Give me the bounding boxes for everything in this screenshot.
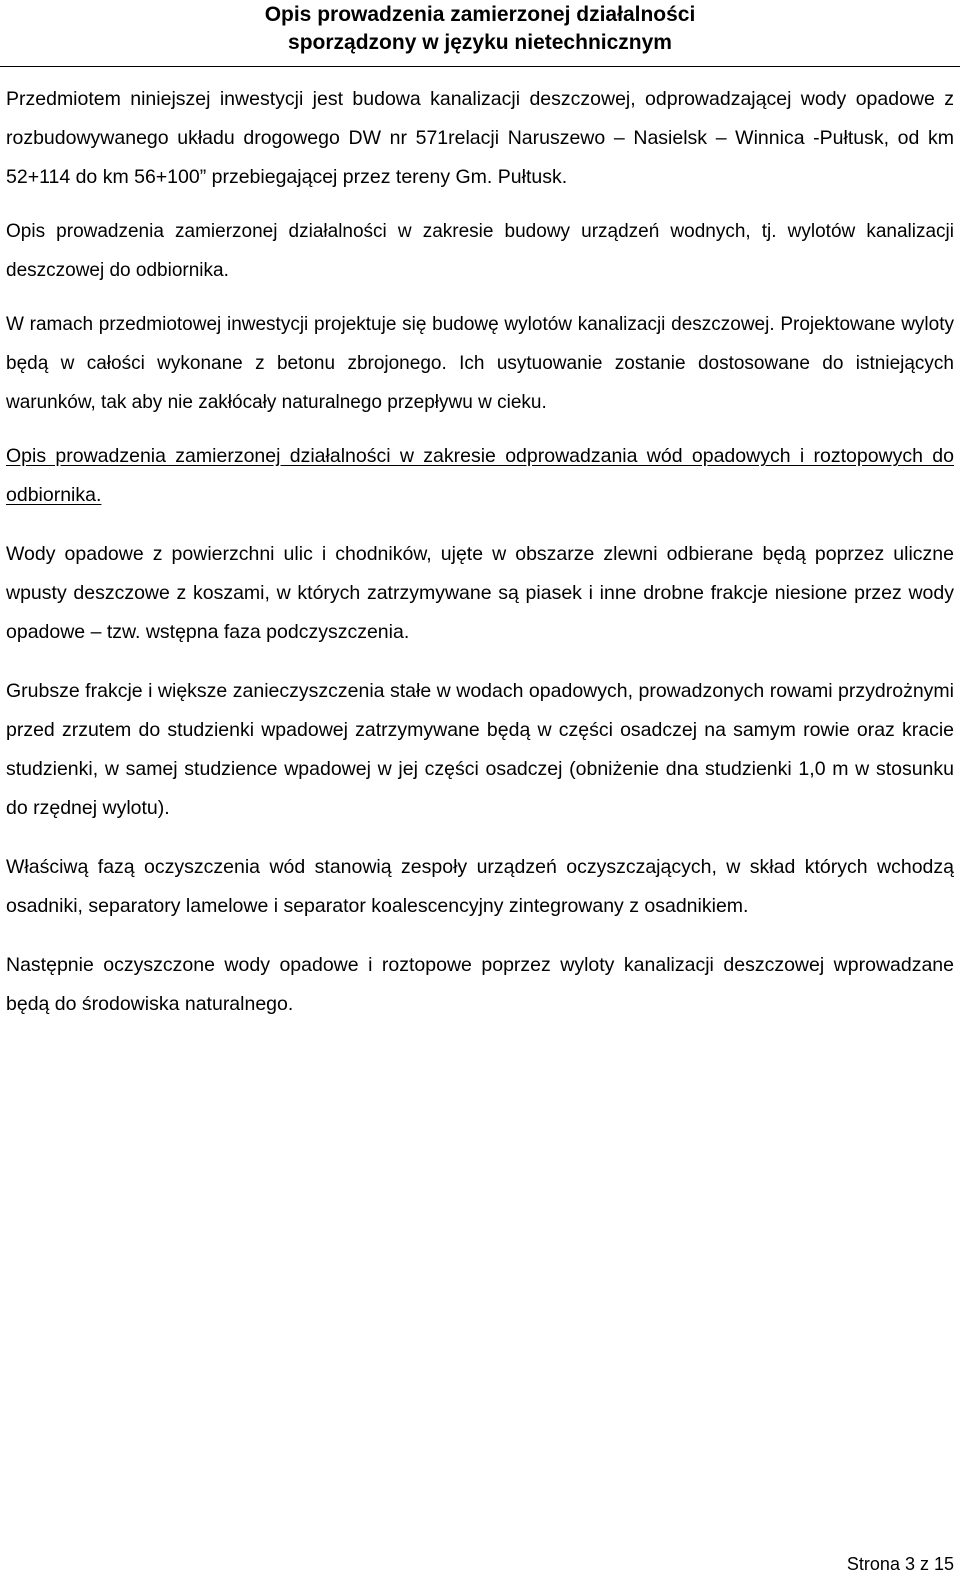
- paragraph-wody-opadowe: Wody opadowe z powierzchni ulic i chodników, ujęte w obszarze zlewni odbierane będą poprzez uliczne wpusty deszczowe z koszami, w których zatrzymywane są piasek i inne drobne frakcje niesione przez wody opadowe – tzw. wstępna faza podczyszczenia.: [6, 543, 954, 643]
- header-title-line-1: Opis prowadzenia zamierzonej działalności: [264, 3, 696, 26]
- paragraph-wprowadzanie: Następnie oczyszczone wody opadowe i roztopowe poprzez wyloty kanalizacji deszczowej wprowadzane będą do środowiska naturalnego.: [6, 954, 954, 1015]
- paragraph-oczyszczanie: Właściwą fazą oczyszczenia wód stanowią zespoły urządzeń oczyszczających, w skład których wchodzą osadniki, separatory lamelowe i separator koalescencyjny zintegrowany z osadnikiem.: [6, 856, 954, 917]
- header-title-line-2: sporządzony w języku nietechnicznym: [288, 31, 672, 54]
- document-body: [6, 76, 954, 1024]
- intro-paragraph: Przedmiotem niniejszej inwestycji jest budowa kanalizacji deszczowej, odprowadzającej wody opadowe z rozbudowywanego układu drogowego DW nr 571relacji Naruszewo – Nasielsk – Winnica -Pułtusk, od km 52+114 do km 56+100” przebiegającej przez tereny Gm. Pułtusk.: [6, 88, 954, 188]
- section-heading-odprowadzanie: Opis prowadzenia zamierzonej działalności w zakresie odprowadzania wód opadowych i roztopowych do odbiornika.: [6, 445, 954, 506]
- document-header: [0, 0, 960, 67]
- paragraph-wyloty: W ramach przedmiotowej inwestycji projektuje się budowę wylotów kanalizacji deszczowej. Projektowane wyloty będą w całości wykonane z betonu zbrojonego. Ich usytuowanie zostanie dostosowane do istniejących warunków, tak aby nie zakłócały naturalnego przepływu w cieku.: [6, 314, 954, 413]
- paragraph-grubsze-frakcje: Grubsze frakcje i większe zanieczyszczenia stałe w wodach opadowych, prowadzonych rowami przydrożnymi przed zrzutem do studzienki wpadowej zatrzymywane będą w części osadczej na samym rowie oraz kracie studzienki, w samej studzience wpadowej w jej części osadczej (obniżenie dna studzienki 1,0 m w stosunku do rzędnej wylotu).: [6, 680, 954, 819]
- page-number: Strona 3 z 15: [846, 1554, 954, 1574]
- section-heading-wyloty: Opis prowadzenia zamierzonej działalności w zakresie budowy urządzeń wodnych, tj. wylotów kanalizacji deszczowej do odbiornika.: [6, 221, 954, 281]
